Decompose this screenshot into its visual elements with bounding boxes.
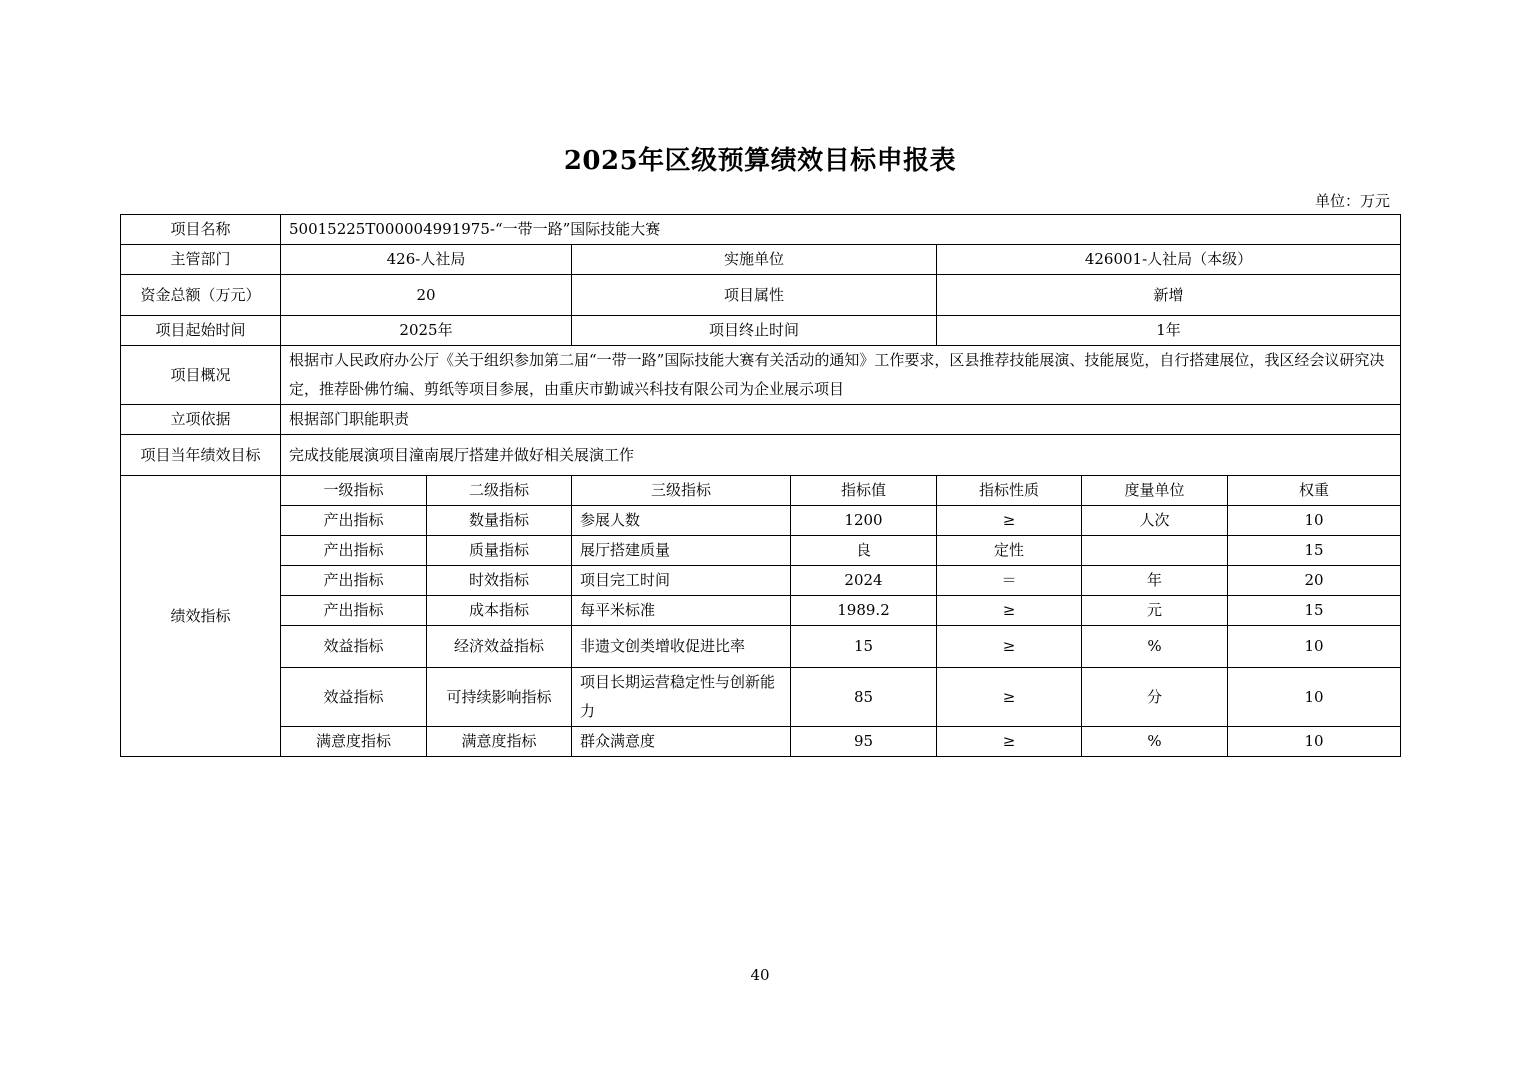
header-cell: 二级指标	[427, 476, 572, 506]
page-title: 2025年区级预算绩效目标申报表	[563, 146, 957, 176]
table-row	[121, 596, 1401, 626]
table-cell: 项目长期运营稳定性与创新能力	[572, 668, 791, 727]
table-cell: 产出指标	[281, 566, 427, 596]
header-cell: 指标性质	[937, 476, 1082, 506]
table-cell: ＝	[937, 566, 1082, 596]
table-cell: 人次	[1082, 506, 1228, 536]
header-cell: 权重	[1228, 476, 1401, 506]
table-cell: 2024	[791, 566, 937, 596]
table-cell: 非遗文创类增收促进比率	[572, 626, 791, 668]
dept-value: 426-人社局	[281, 245, 572, 275]
table-row	[121, 566, 1401, 596]
project-name-label: 项目名称	[121, 215, 281, 245]
table-cell: ≥	[937, 596, 1082, 626]
table-cell: 满意度指标	[281, 727, 427, 757]
table-cell	[1082, 536, 1228, 566]
start-label: 项目起始时间	[121, 316, 281, 346]
attr-value: 新增	[937, 275, 1401, 316]
attr-label: 项目属性	[572, 275, 937, 316]
table-cell: 可持续影响指标	[427, 668, 572, 727]
impl-label: 实施单位	[572, 245, 937, 275]
header-cell: 一级指标	[281, 476, 427, 506]
dept-label: 主管部门	[121, 245, 281, 275]
table-cell: 10	[1228, 626, 1401, 668]
goal-label: 项目当年绩效目标	[121, 435, 281, 476]
impl-value: 426001-人社局（本级）	[937, 245, 1401, 275]
table-cell: 数量指标	[427, 506, 572, 536]
table-cell: 质量指标	[427, 536, 572, 566]
end-label: 项目终止时间	[572, 316, 937, 346]
table-cell: 良	[791, 536, 937, 566]
funds-label: 资金总额（万元）	[121, 275, 281, 316]
table-cell: 产出指标	[281, 536, 427, 566]
table-cell: 定性	[937, 536, 1082, 566]
table-cell: 15	[791, 626, 937, 668]
table-cell: ≥	[937, 727, 1082, 757]
budget-performance-table	[120, 214, 1401, 757]
table-cell: 20	[1228, 566, 1401, 596]
table-cell: 项目完工时间	[572, 566, 791, 596]
header-cell: 三级指标	[572, 476, 791, 506]
table-row	[121, 626, 1401, 668]
table-cell: ≥	[937, 626, 1082, 668]
table-cell: 效益指标	[281, 668, 427, 727]
unit-label: 单位：万元	[1314, 192, 1390, 210]
table-row	[121, 727, 1401, 757]
goal-value: 完成技能展演项目潼南展厅搭建并做好相关展演工作	[281, 435, 1401, 476]
table-cell: 85	[791, 668, 937, 727]
table-cell: 15	[1228, 536, 1401, 566]
table-cell: 年	[1082, 566, 1228, 596]
table-cell: 经济效益指标	[427, 626, 572, 668]
table-cell: 10	[1228, 506, 1401, 536]
basis-value: 根据部门职能职责	[281, 405, 1401, 435]
table-cell: 产出指标	[281, 596, 427, 626]
table-cell: 满意度指标	[427, 727, 572, 757]
table-cell: ≥	[937, 668, 1082, 727]
table-cell: 元	[1082, 596, 1228, 626]
overview-value: 根据市人民政府办公厅《关于组织参加第二届“一带一路”国际技能大赛有关活动的通知》工作要求，区县推荐技能展演、技能展览，自行搭建展位，我区经会议研究决定，推荐卧佛竹编、剪纸等项目参展，由重庆市勤诚兴科技有限公司为企业展示项目	[281, 346, 1401, 405]
table-cell: ≥	[937, 506, 1082, 536]
table-cell: 10	[1228, 727, 1401, 757]
table-cell: 分	[1082, 668, 1228, 727]
table-cell: %	[1082, 727, 1228, 757]
table-row	[121, 536, 1401, 566]
indicator-header-row	[121, 476, 1401, 506]
table-cell: 展厅搭建质量	[572, 536, 791, 566]
header-cell: 度量单位	[1082, 476, 1228, 506]
page-number: 40	[750, 966, 770, 984]
table-cell: 群众满意度	[572, 727, 791, 757]
table-cell: 1200	[791, 506, 937, 536]
funds-value: 20	[281, 275, 572, 316]
table-cell: 成本指标	[427, 596, 572, 626]
basis-label: 立项依据	[121, 405, 281, 435]
header-cell: 指标值	[791, 476, 937, 506]
table-cell: 产出指标	[281, 506, 427, 536]
indicators-label: 绩效指标	[121, 476, 281, 757]
overview-label: 项目概况	[121, 346, 281, 405]
table-row	[121, 506, 1401, 536]
table-cell: 每平米标准	[572, 596, 791, 626]
table-row	[121, 668, 1401, 727]
table-cell: 95	[791, 727, 937, 757]
table-cell: %	[1082, 626, 1228, 668]
project-name-value: 50015225T000004991975-“一带一路”国际技能大赛	[281, 215, 1401, 245]
table-cell: 15	[1228, 596, 1401, 626]
table-cell: 时效指标	[427, 566, 572, 596]
table-cell: 1989.2	[791, 596, 937, 626]
start-value: 2025年	[281, 316, 572, 346]
table-cell: 参展人数	[572, 506, 791, 536]
table-cell: 效益指标	[281, 626, 427, 668]
table-cell: 10	[1228, 668, 1401, 727]
end-value: 1年	[937, 316, 1401, 346]
